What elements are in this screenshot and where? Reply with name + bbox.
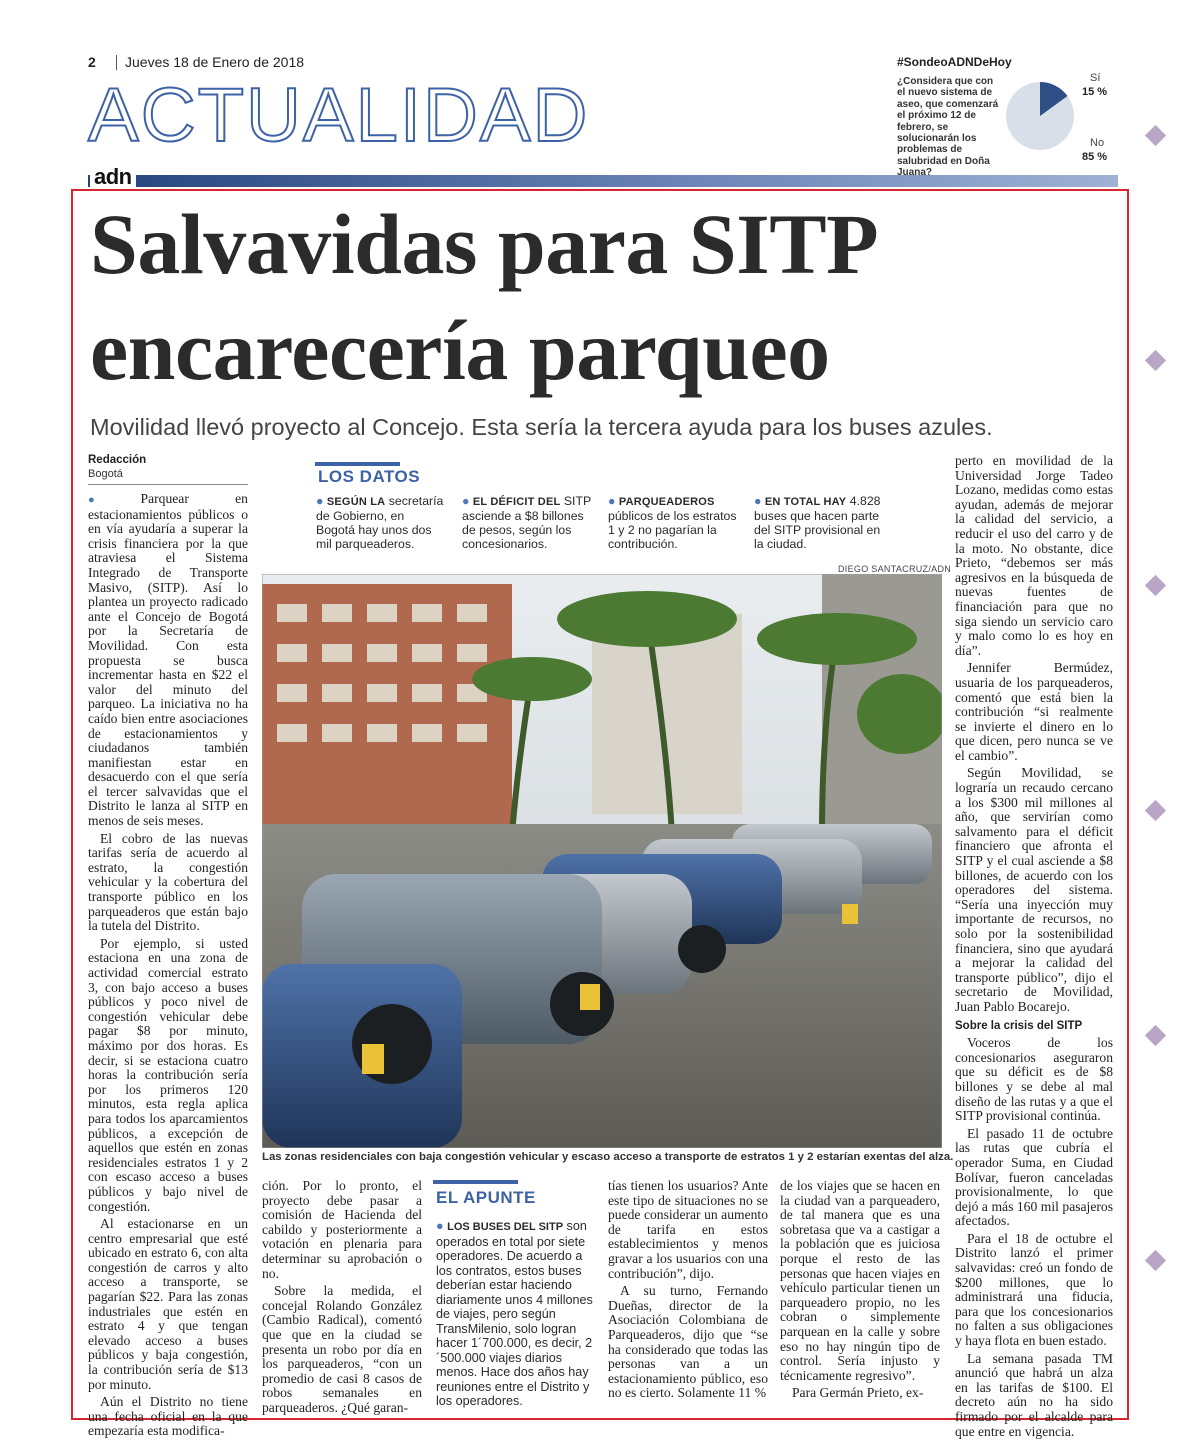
byline-rule bbox=[88, 484, 248, 485]
margin-diamond-icon bbox=[1145, 125, 1166, 146]
article-column-4 bbox=[608, 1179, 768, 1404]
section-title: ACTUALIDAD bbox=[88, 73, 590, 158]
margin-diamond-icon bbox=[1145, 1025, 1166, 1046]
margin-diamond-icon bbox=[1145, 1250, 1166, 1271]
paragraph: El pasado 11 de octubre las rutas que cubría el operador Suma, en Ciudad Bolívar, fueron canceladas provisionalmente, lo que dejó a más 160 mil pasajeros afectados. bbox=[955, 1125, 1113, 1229]
photo-caption: Las zonas residenciales con baja congestión vehicular y escaso acceso a transporte de estratos 1 y 2 estarían exentas del alza. bbox=[262, 1151, 954, 1163]
datos-rule bbox=[315, 462, 400, 466]
section-subhead: Sobre la crisis del SITP bbox=[955, 1019, 1083, 1032]
paragraph: de los viajes que se hacen en la ciudad van a parqueadero, de tal manera que es una sobretasa que va a castigar a la población que es juiciosa porque el resto de las personas que hacen viajes en vehículo particular tienen un parqueadero propio, no les cobran o simplemente parquean en la calle y sobre eso no hay ningún tipo de control. Sería injusto y técnicamente regresivo”. bbox=[780, 1178, 940, 1383]
paragraph: Para Germán Prieto, ex- bbox=[792, 1385, 924, 1401]
margin-diamond-icon bbox=[1145, 800, 1166, 821]
poll-no-value: 85 % bbox=[1082, 151, 1108, 163]
bullet-icon: ● bbox=[88, 494, 138, 506]
apunte-rule bbox=[433, 1180, 518, 1184]
paragraph: La semana pasada TM anunció que habrá un alza en las tarifas de $100. El decreto aún no ha sido firmado por el alcalde para que entre en vigencia. bbox=[955, 1350, 1113, 1439]
header-divider bbox=[116, 55, 117, 70]
byline-place: Bogotá bbox=[88, 468, 123, 480]
paragraph: tías tienen los usuarios? Ante este tipo de situaciones no se puede considerar un aumento de tarifa en estos establecimientos y menos gravar a los usuarios con una contribución”, dijo. bbox=[608, 1178, 768, 1281]
paragraph: Jennifer Bermúdez, usuaria de los parqueaderos, comentó que está bien la contribución “si realmente se invierte el dinero en lo que dicen, pero nunca se ve el cambio”. bbox=[955, 660, 1113, 763]
headline-line-2: encarecería parqueo bbox=[90, 302, 830, 398]
poll-hashtag: #SondeoADNDeHoy bbox=[897, 55, 1012, 69]
headline-line-1: Salvavidas para SITP bbox=[90, 196, 879, 292]
paragraph: Al estacionarse en un centro empresarial que esté ubicado en estrato 6, con alta congestión de carros y alto acceso a transporte, se pagarían $22. Para las zonas industriales que estén en estrato 4 y que tengan elevado acceso a buses públicos y baja congestión, la contribución sería de $13 por minuto. bbox=[88, 1216, 248, 1392]
dato-item-3: ● PARQUEADEROS públicos de los estratos 1 y 2 no pagarían la contribución. bbox=[608, 494, 737, 551]
poll-yes-value: 15 % bbox=[1082, 86, 1108, 98]
paragraph: Sobre la medida, el concejal Rolando González (Cambio Radical), comentó que que en la ciudad se presenta un robo por día en los parqueaderos, “con un promedio de casi 8 casos de robos semanales en parqueaderos. ¿Qué garan- bbox=[262, 1283, 422, 1415]
page-date: Jueves 18 de Enero de 2018 bbox=[125, 54, 305, 70]
article-column-2 bbox=[262, 1179, 422, 1419]
dato-item-2: ● EL DÉFICIT DEL SITP asciende a $8 billones de pesos, según los concesionarios. bbox=[462, 494, 591, 551]
bullet-icon: ● bbox=[462, 494, 470, 508]
paragraph: ción. Por lo pronto, el proyecto debe pasar a comisión de Hacienda del cabildo y posteriormente a votación en plenaria para determinar su aprobación o no. bbox=[262, 1178, 422, 1281]
bullet-icon: ● bbox=[608, 494, 616, 508]
margin-diamond-icon bbox=[1145, 350, 1166, 371]
article-column-5 bbox=[780, 1179, 940, 1404]
paragraph: Según Movilidad, se lograría un recaudo cercano a los $300 mil millones al año, que servirían como salvamento para el déficit financiero que afronta el SITP y el cual asciende a $8 billones, de acuerdo con los operadores del sistema. “Sería una inyección muy importante de recursos, no solo por la sostenibilidad financiera, sino que ayudará a mejorar la calidad del transporte público”, dijo el secretario de Movilidad, Juan Pablo Bocarejo. bbox=[955, 765, 1113, 1014]
adn-logo: adn bbox=[90, 166, 136, 188]
parking-lot-photo bbox=[262, 574, 942, 1148]
paragraph: Para el 18 de octubre el Distrito lanzó el primer salvavidas: creó un fondo de $200 millones, que lo administrará una fiducia, para que los concesionarios no falten a sus obligaciones y haya flota en buen estado. bbox=[955, 1230, 1113, 1349]
paragraph: perto en movilidad de la Universidad Jorge Tadeo Lozano, medidas como estas ayudan, además de mejorar la calidad del servicio, a reducir el uso del carro y de la moto. No obstante, dice Prieto, “debemos ser más agresivos en la búsqueda de nuevas fuentes de financiación para que no siga siendo un servicio caro y malo como lo es hoy en día”. bbox=[955, 453, 1113, 658]
poll-no-label: No bbox=[1090, 137, 1105, 149]
dato-item-4: ● EN TOTAL HAY 4.828 buses que hacen parte del SITP provisional en la ciudad. bbox=[754, 494, 881, 551]
paragraph: Voceros de los concesionarios aseguraron que su déficit es de $8 billones y se debe al mal diseño de las rutas y a que el SITP provisional continúa. bbox=[955, 1035, 1113, 1124]
poll-pie-chart bbox=[1004, 80, 1076, 152]
article-column-6 bbox=[955, 454, 1113, 1442]
bullet-icon: ● bbox=[316, 494, 324, 508]
datos-title: LOS DATOS bbox=[318, 467, 421, 486]
paragraph: A su turno, Fernando Dueñas, director de la Asociación Colombiana de Parqueaderos, dijo que “se ha considerado que todas las personas van a un estacionamiento público, eso no es cierto. Solamente 11 % bbox=[608, 1283, 768, 1401]
byline-name: Redacción bbox=[88, 454, 147, 466]
poll-question: ¿Considera que con el nuevo sistema de aseo, que comenzará el próximo 12 de febrero, se solucionarán los problemas de salubridad en Doña Juana? bbox=[897, 76, 999, 179]
article-column-1 bbox=[88, 492, 248, 1442]
paragraph: Por ejemplo, si usted estaciona en una zona de actividad comercial estrato 3, con bajo acceso a buses públicos y poco nivel de congestión vehicular debe pagar $8 por minuto, máximo por dos horas. Es decir, si se estaciona cuatro horas la contribución sería por los primeros 120 minutos, esta regla aplica para todos los aparcamientos públicos, a excepción de aquellos que estén en zonas residenciales estratos 1 y 2 con escaso acceso a buses públicos y bajo nivel de congestión. bbox=[88, 935, 248, 1214]
paragraph: El cobro de las nuevas tarifas sería de acuerdo al estrato, la congestión vehicular y la cobertura del transporte público en los parqueaderos que están bajo la tutela del Distrito. bbox=[88, 830, 248, 934]
paragraph: ● Parquear en estacionamientos públicos o en vía ayudaría a superar la crisis financiera por la que atraviesa el Sistema Integrado de Transporte Masivo, (SITP). Así lo plantea un proyecto radicado ante el Concejo de Bogotá por la Secretaría de Movilidad. Con esta propuesta se busca incrementar hasta en $22 el valor del minuto del parqueo. La iniciativa no ha caído bien entre asociaciones de estacionamientos y ciudadanos también manifiestan estar en desacuerdo con el que sería el tercer salvavidas que el Distrito le lanza al SITP en menos de seis meses. bbox=[88, 491, 248, 829]
apunte-body: ● LOS BUSES DEL SITP son operados en total por siete operadores. De acuerdo a los contratos, estos buses deberían estar haciendo diariamente unos 4 millones de viajes, pero según TransMilenio, solo logran hacer 1´700.000, es decir, 2´500.000 viajes diarios menos. Hace dos años hay reuniones entre el Distrito y los operadores. bbox=[436, 1219, 593, 1408]
dato-item-1: ● SEGÚN LA secretaría de Gobierno, en Bogotá hay unos dos mil parqueaderos. bbox=[316, 494, 444, 551]
bullet-icon: ● bbox=[754, 494, 762, 508]
apunte-title: EL APUNTE bbox=[436, 1188, 536, 1207]
photo-credit: DIEGO SANTACRUZ/ADN bbox=[838, 564, 952, 574]
subheadline: Movilidad llevó proyecto al Concejo. Esta sería la tercera ayuda para los buses azules. bbox=[90, 414, 993, 440]
paragraph: Aún el Distrito no tiene una fecha oficial en la que empezaría esta modifica- bbox=[88, 1394, 248, 1439]
poll-yes-label: Sí bbox=[1090, 72, 1101, 84]
margin-diamond-icon bbox=[1145, 575, 1166, 596]
bullet-icon: ● bbox=[436, 1219, 444, 1233]
page-number: 2 bbox=[88, 54, 96, 70]
